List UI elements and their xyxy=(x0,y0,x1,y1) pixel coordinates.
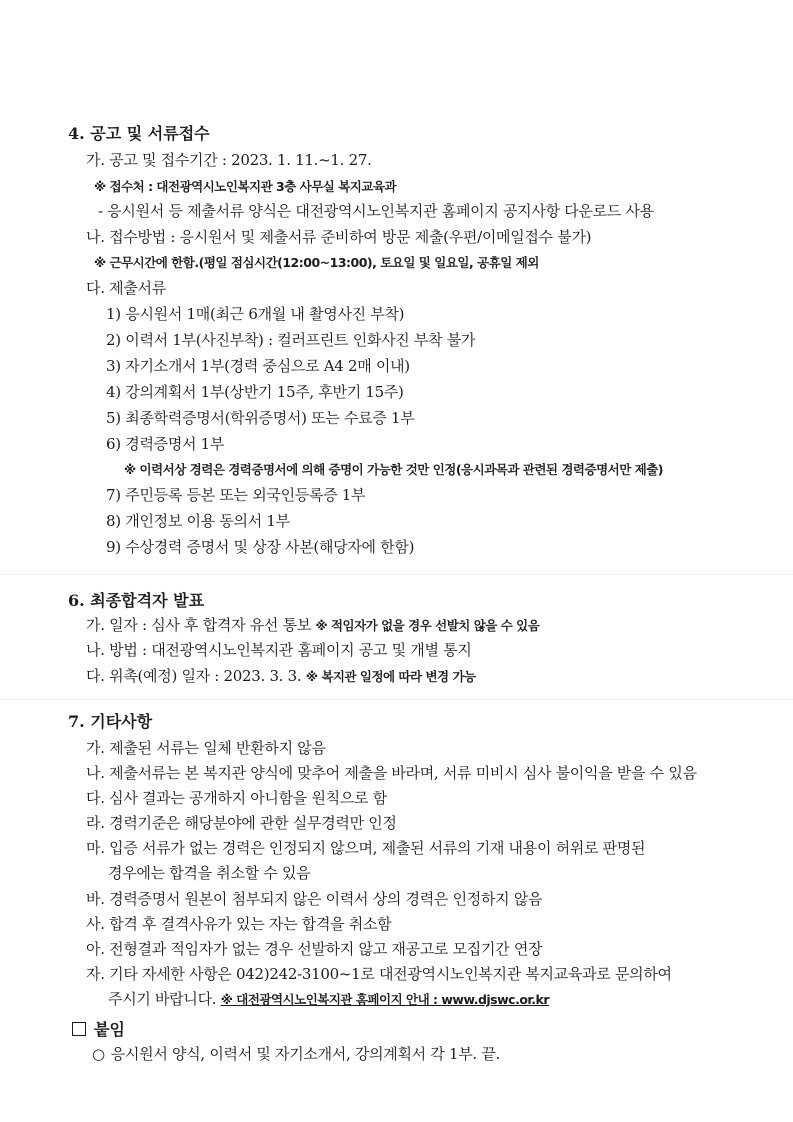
doc-item: 6) 경력증명서 1부 xyxy=(106,435,225,453)
s4-item-da: 다. 제출서류 xyxy=(86,279,166,297)
s6-item-na: 나. 방법 : 대전광역시노인복지관 홈페이지 공고 및 개별 통지 xyxy=(86,641,472,659)
s7-homepage-note: ※ 대전광역시노인복지관 홈페이지 안내 : www.djswc.or.kr xyxy=(220,992,550,1007)
s7-last-text: 주시기 바랍니다. xyxy=(108,990,217,1008)
s7-item-cont: 경우에는 합격을 취소할 수 있음 xyxy=(108,864,311,882)
s6-ga-text: 가. 일자 : 심사 후 합격자 유선 통보 xyxy=(86,616,311,634)
s7-item: 나. 제출서류는 본 복지관 양식에 맞추어 제출을 바라며, 서류 미비시 심사 불이익을 받을 수 있음 xyxy=(86,764,697,782)
s6-item-ga xyxy=(86,615,539,636)
s4-item-ga: 가. 공고 및 접수기간 : 2023. 1. 11.~1. 27. xyxy=(86,151,372,169)
s6-da-note: ※ 복지관 일정에 따라 변경 가능 xyxy=(305,669,476,684)
doc6-note: ※ 이력서상 경력은 경력증명서에 의해 증명이 가능한 것만 인정(응시과목과 관련된 경력증명서만 제출) xyxy=(124,462,664,477)
s6-item-da xyxy=(86,666,476,687)
s7-last-line xyxy=(108,989,549,1010)
divider xyxy=(0,574,793,575)
attachment-heading xyxy=(72,1020,125,1040)
doc-item: 4) 강의계획서 1부(상반기 15주, 후반기 15주) xyxy=(106,383,404,401)
section-6-title: 6. 최종합격자 발표 xyxy=(68,591,205,610)
section-7-title: 7. 기타사항 xyxy=(68,712,153,731)
s7-item: 라. 경력기준은 해당분야에 관한 실무경력만 인정 xyxy=(86,814,397,832)
doc-item: 3) 자기소개서 1부(경력 중심으로 A4 2매 이내) xyxy=(106,357,410,375)
attachment-item xyxy=(92,1044,500,1064)
s4-ga-sub: - 응시원서 등 제출서류 양식은 대전광역시노인복지관 홈페이지 공지사항 다운로드 사용 xyxy=(98,202,654,220)
doc-item: 1) 응시원서 1매(최근 6개월 내 촬영사진 부착) xyxy=(106,305,405,323)
s7-item: 바. 경력증명서 원본이 첨부되지 않은 이력서 상의 경력은 인정하지 않음 xyxy=(86,890,543,908)
s4-na-note: ※ 근무시간에 한함.(평일 점심시간(12:00~13:00), 토요일 및 일요일, 공휴일 제외 xyxy=(94,255,539,270)
checkbox-icon xyxy=(72,1022,86,1036)
s4-ga-note: ※ 접수처 : 대전광역시노인복지관 3층 사무실 복지교육과 xyxy=(94,179,397,194)
attachment-item-text: 응시원서 양식, 이력서 및 자기소개서, 강의계획서 각 1부. 끝. xyxy=(110,1045,501,1063)
s7-item: 자. 기타 자세한 사항은 042)242-3100~1로 대전광역시노인복지관 복지교육과로 문의하여 xyxy=(86,965,672,983)
divider xyxy=(0,699,793,700)
s6-ga-note: ※ 적임자가 없을 경우 선발치 않을 수 있음 xyxy=(315,618,540,633)
doc-item: 2) 이력서 1부(사진부착) : 컬러프린트 인화사진 부착 불가 xyxy=(106,331,476,349)
s4-item-na: 나. 접수방법 : 응시원서 및 제출서류 준비하여 방문 제출(우편/이메일접수 불가) xyxy=(86,228,592,246)
doc-item: 7) 주민등록 등본 또는 외국인등록증 1부 xyxy=(106,486,366,504)
s7-item: 아. 전형결과 적임자가 없는 경우 선발하지 않고 재공고로 모집기간 연장 xyxy=(86,940,543,958)
s7-item: 다. 심사 결과는 공개하지 아니함을 원칙으로 함 xyxy=(86,789,387,807)
attachment-title: 붙임 xyxy=(94,1020,125,1039)
s7-item: 사. 합격 후 결격사유가 있는 자는 합격을 취소함 xyxy=(86,915,392,933)
s7-item: 가. 제출된 서류는 일체 반환하지 않음 xyxy=(86,739,326,757)
s6-da-text: 다. 위촉(예정) 일자 : 2023. 3. 3. xyxy=(86,667,302,685)
doc-item: 5) 최종학력증명서(학위증명서) 또는 수료증 1부 xyxy=(106,409,415,427)
doc-item: 9) 수상경력 증명서 및 상장 사본(해당자에 한함) xyxy=(106,538,415,556)
s7-item: 마. 입증 서류가 없는 경력은 인정되지 않으며, 제출된 서류의 기재 내용이 허위로 판명된 xyxy=(86,839,646,857)
doc-item: 8) 개인정보 이용 동의서 1부 xyxy=(106,512,290,530)
circle-bullet-icon: ○ xyxy=(92,1045,105,1063)
section-4-title: 4. 공고 및 서류접수 xyxy=(68,124,210,143)
